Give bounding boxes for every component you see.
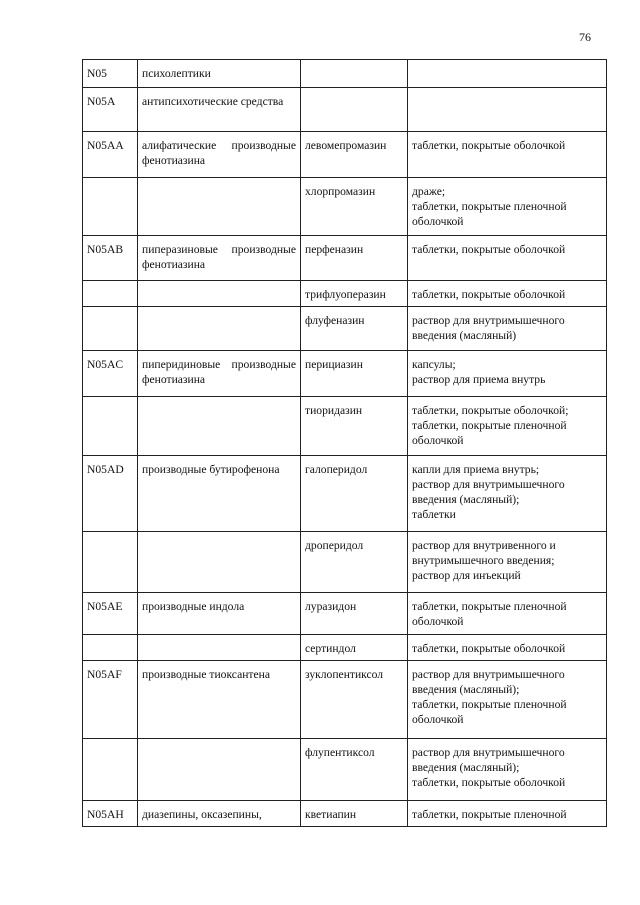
drug-name-cell: перициазин	[301, 351, 408, 397]
atc-code-cell	[83, 307, 138, 351]
dosage-forms-cell	[408, 236, 607, 281]
table-body	[83, 60, 607, 827]
drug-name-cell: сертиндол	[301, 635, 408, 661]
dosage-form-line: таблетки, покрытые оболочкой	[412, 776, 566, 789]
group-name-cell: психолептики	[138, 60, 301, 88]
dosage-form-line: таблетки, покрытые пленочной	[412, 419, 567, 432]
atc-code-cell: N05	[83, 60, 138, 88]
table-row	[83, 307, 607, 351]
drug-name-cell: зуклопентиксол	[301, 661, 408, 739]
table-row	[83, 60, 607, 88]
group-name-cell: антипсихотические средства	[138, 88, 301, 132]
group-name-cell: производные индола	[138, 593, 301, 635]
drug-name-cell: флуфеназин	[301, 307, 408, 351]
group-name-cell	[138, 281, 301, 307]
table-row	[83, 739, 607, 801]
dosage-forms-cell	[408, 132, 607, 178]
dosage-form-line: оболочкой	[412, 713, 464, 726]
dosage-form-line: введения (масляный)	[412, 329, 517, 342]
dosage-forms-cell	[408, 88, 607, 132]
atc-code-cell	[83, 739, 138, 801]
drug-name-cell: луразидон	[301, 593, 408, 635]
table-row	[83, 281, 607, 307]
drug-name-cell: трифлуоперазин	[301, 281, 408, 307]
table-row	[83, 397, 607, 456]
table-row	[83, 351, 607, 397]
dosage-forms-cell	[408, 397, 607, 456]
dosage-form-line: раствор для инъекций	[412, 569, 521, 582]
drug-name-cell	[301, 60, 408, 88]
group-name-cell	[138, 635, 301, 661]
table-row	[83, 456, 607, 532]
drug-name-cell: тиоридазин	[301, 397, 408, 456]
drug-name-cell: перфеназин	[301, 236, 408, 281]
group-name-cell: производные тиоксантена	[138, 661, 301, 739]
table-row	[83, 661, 607, 739]
atc-code-cell	[83, 397, 138, 456]
atc-code-cell	[83, 635, 138, 661]
group-name-cell	[138, 739, 301, 801]
dosage-form-line: введения (масляный);	[412, 761, 520, 774]
group-name-cell: пиперидиновые производные фенотиазина	[138, 351, 301, 397]
dosage-form-line: раствор для приема внутрь	[412, 373, 546, 386]
dosage-forms-cell	[408, 307, 607, 351]
dosage-form-line: капсулы;	[412, 358, 456, 371]
drug-name-cell: галоперидол	[301, 456, 408, 532]
dosage-form-line: оболочкой	[412, 615, 464, 628]
table-row	[83, 635, 607, 661]
atc-code-cell	[83, 532, 138, 593]
group-name-cell: алифатические производные фенотиазина	[138, 132, 301, 178]
dosage-form-line: таблетки, покрытые оболочкой	[412, 288, 566, 301]
dosage-forms-cell	[408, 532, 607, 593]
dosage-form-line: введения (масляный);	[412, 683, 520, 696]
group-name-cell	[138, 397, 301, 456]
dosage-forms-cell	[408, 178, 607, 236]
dosage-form-line: таблетки, покрытые пленочной	[412, 808, 567, 821]
group-name-cell	[138, 307, 301, 351]
dosage-form-line: таблетки, покрытые оболочкой;	[412, 404, 569, 417]
dosage-form-line: оболочкой	[412, 434, 464, 447]
drug-name-cell: флупентиксол	[301, 739, 408, 801]
drug-classification-table	[82, 59, 607, 827]
dosage-form-line: таблетки	[412, 508, 456, 521]
group-name-cell	[138, 178, 301, 236]
atc-code-cell: N05AB	[83, 236, 138, 281]
dosage-forms-cell	[408, 635, 607, 661]
dosage-forms-cell	[408, 739, 607, 801]
dosage-form-line: введения (масляный);	[412, 493, 520, 506]
group-name-cell: диазепины, оксазепины,	[138, 801, 301, 827]
dosage-forms-cell	[408, 351, 607, 397]
atc-code-cell	[83, 178, 138, 236]
dosage-forms-cell	[408, 801, 607, 827]
group-name-cell: пиперазиновые производные фенотиазина	[138, 236, 301, 281]
table-row	[83, 88, 607, 132]
dosage-form-line: раствор для внутримышечного	[412, 668, 565, 681]
table-row	[83, 178, 607, 236]
table-row	[83, 532, 607, 593]
drug-name-cell	[301, 88, 408, 132]
dosage-forms-cell	[408, 593, 607, 635]
dosage-form-line: таблетки, покрытые оболочкой	[412, 139, 566, 152]
atc-code-cell: N05AD	[83, 456, 138, 532]
group-name-cell	[138, 532, 301, 593]
drug-name-cell: кветиапин	[301, 801, 408, 827]
dosage-forms-cell	[408, 281, 607, 307]
dosage-form-line: внутримышечного введения;	[412, 554, 555, 567]
dosage-form-line: таблетки, покрытые пленочной	[412, 200, 567, 213]
dosage-forms-cell	[408, 456, 607, 532]
dosage-form-line: таблетки, покрытые пленочной	[412, 600, 567, 613]
atc-code-cell: N05AA	[83, 132, 138, 178]
dosage-form-line: раствор для внутримышечного	[412, 478, 565, 491]
group-name-cell: производные бутирофенона	[138, 456, 301, 532]
dosage-form-line: капли для приема внутрь;	[412, 463, 540, 476]
page-number: 76	[579, 30, 591, 44]
dosage-forms-cell	[408, 661, 607, 739]
dosage-form-line: раствор для внутривенного и	[412, 539, 556, 552]
dosage-form-line: таблетки, покрытые оболочкой	[412, 243, 566, 256]
drug-name-cell: левомепромазин	[301, 132, 408, 178]
atc-code-cell: N05AF	[83, 661, 138, 739]
table-row	[83, 593, 607, 635]
dosage-forms-cell	[408, 60, 607, 88]
drug-name-cell: дроперидол	[301, 532, 408, 593]
atc-code-cell: N05A	[83, 88, 138, 132]
dosage-form-line: оболочкой	[412, 215, 464, 228]
atc-code-cell: N05AE	[83, 593, 138, 635]
dosage-form-line: раствор для внутримышечного	[412, 746, 565, 759]
atc-code-cell: N05AC	[83, 351, 138, 397]
dosage-form-line: драже;	[412, 185, 446, 198]
table-row	[83, 132, 607, 178]
table-row	[83, 236, 607, 281]
dosage-form-line: таблетки, покрытые пленочной	[412, 698, 567, 711]
table-row	[83, 801, 607, 827]
drug-name-cell: хлорпромазин	[301, 178, 408, 236]
atc-code-cell	[83, 281, 138, 307]
dosage-form-line: раствор для внутримышечного	[412, 314, 565, 327]
dosage-form-line: таблетки, покрытые оболочкой	[412, 642, 566, 655]
atc-code-cell: N05AH	[83, 801, 138, 827]
